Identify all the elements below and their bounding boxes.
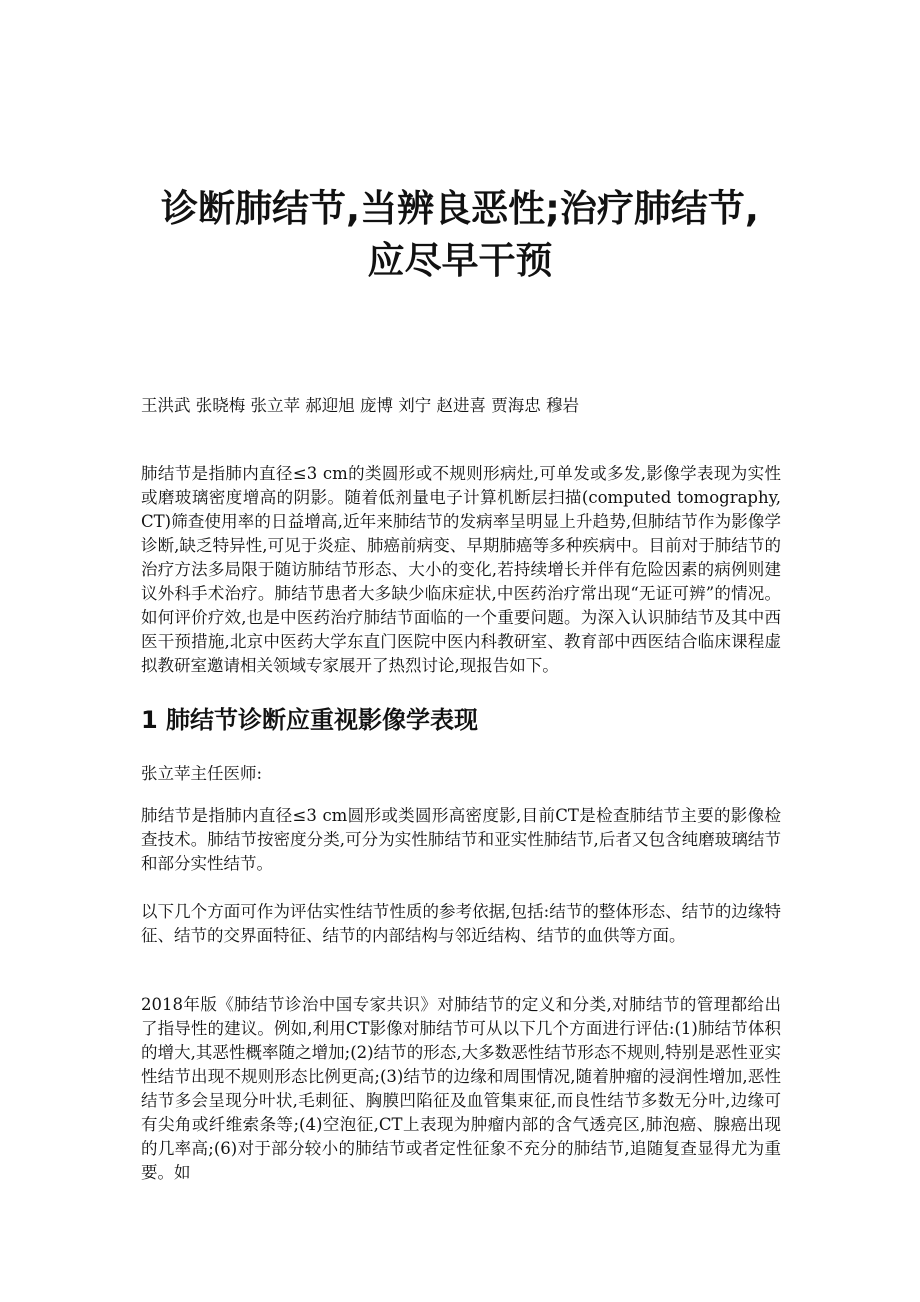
author-list: 王洪武 张晓梅 张立苹 郝迎旭 庞博 刘宁 赵进喜 贾海忠 穆岩 [141,396,579,415]
section-1-paragraph-2: 以下几个方面可作为评估实性结节性质的参考依据,包括:结节的整体形态、结节的边缘特征、结节的交界面特征、结节的内部结构与邻近结构、结节的血供等方面。 [141,902,781,945]
title-line-1: 诊断肺结节,当辨良恶性;治疗肺结节, [161,187,759,230]
document-title [100,183,820,287]
section-1-heading: 1 肺结节诊断应重视影像学表现 [141,706,479,734]
title-line-2: 应尽早干预 [367,239,553,282]
section-1-speaker: 张立苹主任医师: [141,764,263,783]
intro-paragraph: 肺结节是指肺内直径≤3 cm的类圆形或不规则形病灶,可单发或多发,影像学表现为实性或磨玻璃密度增高的阴影。随着低剂量电子计算机断层扫描(computed tomography,CT)筛查使用率的日益增高,近年来肺结节的发病率呈明显上升趋势,但肺结节作为影像学诊断,缺乏特异性,可见于炎症、肺癌前病变、早期肺癌等多种疾病中。目前对于肺结节的治疗方法多局限于随访肺结节形态、大小的变化,若持续增长并伴有危险因素的病例则建议外科手术治疗。肺结节患者大多缺少临床症状,中医药治疗常出现“无证可辨”的情况。如何评价疗效,也是中医药治疗肺结节面临的一个重要问题。为深入认识肺结节及其中西医干预措施,北京中医药大学东直门医院中医内科教研室、教育部中西医结合临床课程虚拟教研室邀请相关领域专家展开了热烈讨论,现报告如下。 [141,464,781,675]
section-1-paragraph-1: 肺结节是指肺内直径≤3 cm圆形或类圆形高密度影,目前CT是检查肺结节主要的影像检查技术。肺结节按密度分类,可分为实性肺结节和亚实性肺结节,后者又包含纯磨玻璃结节和部分实性结节。 [141,806,781,873]
section-1-paragraph-3: 2018年版《肺结节诊治中国专家共识》对肺结节的定义和分类,对肺结节的管理都给出了指导性的建议。例如,利用CT影像对肺结节可从以下几个方面进行评估:(1)肺结节体积的增大,其恶性概率随之增加;(2)结节的形态,大多数恶性结节形态不规则,特别是恶性亚实性结节出现不规则形态比例更高;(3)结节的边缘和周围情况,随着肿瘤的浸润性增加,恶性结节多会呈现分叶状,毛刺征、胸膜凹陷征及血管集束征,而良性结节多数无分叶,边缘可有尖角或纤维索条等;(4)空泡征,CT上表现为肿瘤内部的含气透亮区,肺泡癌、腺癌出现的几率高;(6)对于部分较小的肺结节或者定性征象不充分的肺结节,追随复查显得尤为重要。如 [141,995,781,1182]
